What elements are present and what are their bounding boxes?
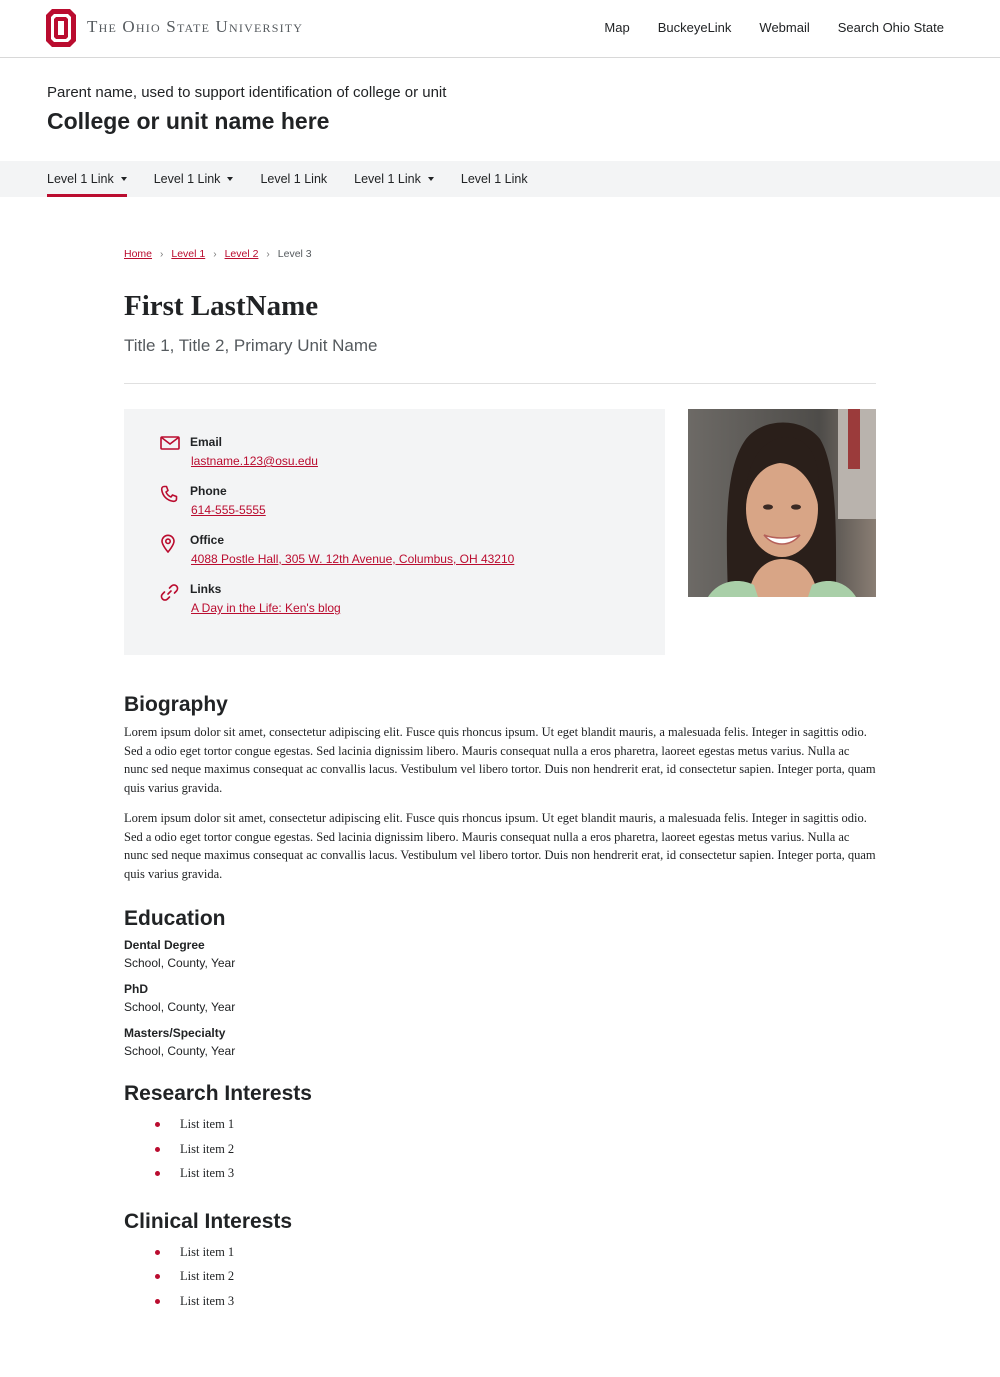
main-nav [0,161,1000,197]
nav-item-3[interactable] [260,161,327,197]
education-item [124,1026,876,1058]
contact-card [124,409,665,655]
education-detail: School, County, Year [124,956,236,970]
biography-heading: Biography [124,693,228,716]
util-link-webmail[interactable]: Webmail [759,20,810,35]
person-name: First LastName [124,290,319,322]
education-degree: Masters/Specialty [124,1026,226,1040]
block-o-logo[interactable] [46,9,76,47]
biography-section [124,693,876,883]
nav-item-1[interactable] [47,161,127,197]
links-label: Links [190,582,222,596]
map-pin-icon [160,533,190,568]
caret-down-icon [121,177,127,181]
university-name[interactable]: The Ohio State University [87,17,304,36]
education-item [124,938,876,970]
nav-item-label: Level 1 Link [47,172,114,186]
util-link-map[interactable]: Map [604,20,630,35]
list-item: List item 1 [124,1240,876,1265]
nav-item-4[interactable] [354,161,434,197]
list-item: List item 2 [124,1137,876,1162]
office-link[interactable]: 4088 Postle Hall, 305 W. 12th Avenue, Columbus, OH 43210 [191,552,515,566]
site-header [47,84,446,135]
contact-office [160,533,629,568]
divider [124,383,876,384]
contact-email [160,435,629,470]
phone-label: Phone [190,484,227,498]
breadcrumb-level1[interactable]: Level 1 [171,248,206,260]
caret-down-icon [227,177,233,181]
nav-item-label: Level 1 Link [354,172,421,186]
email-label: Email [190,435,223,449]
nav-item-5[interactable] [461,161,528,197]
profile-photo [688,409,876,597]
clinical-interests-section [124,1210,876,1314]
education-section [124,907,876,1058]
list-item: List item 3 [124,1289,876,1314]
utility-nav [604,20,944,35]
blog-link[interactable]: A Day in the Life: Ken's blog [191,601,341,615]
contact-section [124,409,876,655]
education-detail: School, County, Year [124,1000,236,1014]
office-label: Office [190,533,225,547]
util-link-search[interactable]: Search Ohio State [837,20,944,35]
education-degree: Dental Degree [124,938,205,952]
nav-item-2[interactable] [154,161,234,197]
mail-icon [160,435,190,470]
research-interests-section [124,1082,876,1186]
parent-name[interactable]: Parent name, used to support identification of college or unit [47,84,447,101]
util-link-buckeyelink[interactable]: BuckeyeLink [657,20,732,35]
email-link[interactable]: lastname.123@osu.edu [191,454,318,468]
nav-item-label: Level 1 Link [260,172,328,186]
chevron-right-icon: › [266,248,270,260]
research-interests-list [124,1112,876,1186]
nav-item-label: Level 1 Link [460,172,528,186]
breadcrumb [124,248,876,260]
phone-link[interactable]: 614-555-5555 [191,503,266,517]
nav-item-label: Level 1 Link [153,172,221,186]
biography-paragraph: Lorem ipsum dolor sit amet, consectetur adipiscing elit. Fusce quis rhoncus ipsum. Ut eget blandit mauris, a malesuada felis. Integer in sagittis odio. Sed a odio eget tortor congue egestas. Sed lacinia dignissim libero. Mauris consequat nulla a eros pharetra, laoreet egestas metus varius. Nulla ac nunc sed neque maximus consequat ac convallis lacus. Vestibulum vel libero tortor. Duis non hendrerit erat, id consectetur sapien. Integer porta, quam quis varius gravida. [124,811,876,881]
list-item: List item 2 [124,1264,876,1289]
contact-links [160,582,629,617]
caret-down-icon [428,177,434,181]
chevron-right-icon: › [160,248,164,260]
top-bar [0,0,1000,58]
phone-icon [160,484,190,519]
biography-paragraph: Lorem ipsum dolor sit amet, consectetur adipiscing elit. Fusce quis rhoncus ipsum. Ut eget blandit mauris, a malesuada felis. Integer in sagittis odio. Sed a odio eget tortor congue egestas. Sed lacinia dignissim libero. Mauris consequat nulla a eros pharetra, laoreet egestas metus varius. Nulla ac nunc sed neque maximus consequat ac convallis lacus. Vestibulum vel libero tortor. Duis non hendrerit erat, id consectetur sapien. Integer porta, quam quis varius gravida. [124,725,876,795]
contact-phone [160,484,629,519]
main-content [124,248,876,1313]
education-item [124,982,876,1014]
education-detail: School, County, Year [124,1044,236,1058]
education-heading: Education [124,907,226,930]
research-interests-heading: Research Interests [124,1082,312,1105]
breadcrumb-level2[interactable]: Level 2 [224,248,259,260]
person-titles: Title 1, Title 2, Primary Unit Name [124,336,378,355]
clinical-interests-heading: Clinical Interests [124,1209,293,1233]
chevron-right-icon: › [213,248,217,260]
breadcrumb-home[interactable]: Home [124,248,153,260]
link-icon [160,582,190,617]
education-degree: PhD [124,982,148,996]
unit-name[interactable]: College or unit name here [47,108,330,134]
list-item: List item 1 [124,1112,876,1137]
list-item: List item 3 [124,1161,876,1186]
breadcrumb-current: Level 3 [277,248,312,260]
clinical-interests-list [124,1240,876,1314]
